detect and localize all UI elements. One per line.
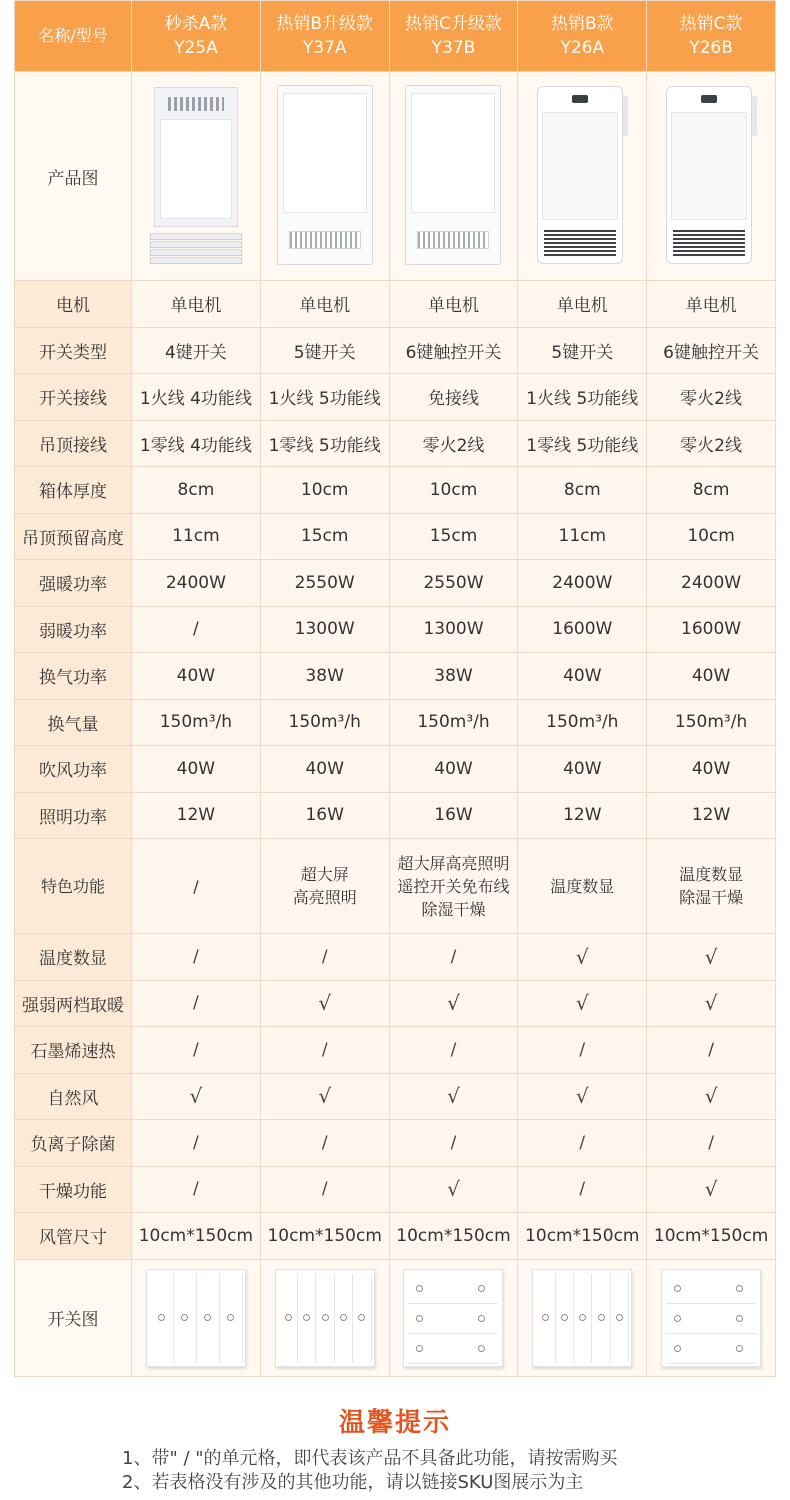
wall-switch-image [661, 1269, 761, 1367]
check-mark: √ [389, 1166, 518, 1213]
spec-value: 150m³/h [647, 699, 776, 746]
spec-value: 150m³/h [260, 699, 389, 746]
spec-value: 10cm*150cm [389, 1213, 518, 1260]
product-comparison-table [14, 0, 776, 1377]
row-label: 开关类型 [15, 327, 132, 374]
spec-value: 40W [518, 746, 647, 793]
spec-value: 单电机 [389, 281, 518, 328]
spec-value: 1300W [389, 606, 518, 653]
spec-value: 2400W [518, 560, 647, 607]
not-available-mark: / [260, 1027, 389, 1074]
spec-value: 1火线 5功能线 [518, 374, 647, 421]
wall-switch-image [532, 1269, 632, 1367]
spec-value: 40W [132, 746, 261, 793]
spec-row [15, 792, 776, 839]
feature-check-row [15, 1166, 776, 1213]
switch-image-cell [518, 1259, 647, 1376]
product-header [518, 1, 647, 72]
product-name: 热销C升级款 [405, 14, 502, 34]
product-image-cell [132, 72, 261, 281]
check-mark: √ [518, 1073, 647, 1120]
not-available-mark: / [647, 1120, 776, 1167]
corner-label: 名称/型号 [15, 1, 132, 72]
feature-cell [132, 839, 261, 934]
spec-value: / [132, 606, 261, 653]
spec-row [15, 281, 776, 328]
spec-value: 15cm [389, 513, 518, 560]
spec-value: 零火2线 [647, 374, 776, 421]
spec-value: 1零线 5功能线 [260, 420, 389, 467]
spec-value: 10cm [260, 467, 389, 514]
feature-line: 温度数显 [679, 865, 744, 884]
product-image-cell [389, 72, 518, 281]
row-label: 自然风 [15, 1073, 132, 1120]
check-mark: √ [132, 1073, 261, 1120]
check-mark: √ [647, 934, 776, 981]
check-mark: √ [389, 1073, 518, 1120]
spec-value: 6键触控开关 [389, 327, 518, 374]
feature-check-row [15, 1120, 776, 1167]
feature-line: 除湿干燥 [421, 899, 486, 919]
bath-heater-image [666, 86, 756, 266]
spec-value: 零火2线 [389, 420, 518, 467]
spec-value: 单电机 [260, 281, 389, 328]
spec-value: 150m³/h [389, 699, 518, 746]
tips-line: 1、带" / "的单元格，即代表该产品不具备此功能，请按需购买 [122, 1448, 618, 1469]
row-label: 开关图 [15, 1259, 132, 1376]
row-label: 电机 [15, 281, 132, 328]
bath-heater-image [405, 85, 501, 267]
spec-value: 16W [389, 792, 518, 839]
check-mark: √ [518, 980, 647, 1027]
spec-value: 12W [518, 792, 647, 839]
spec-value: 40W [389, 746, 518, 793]
product-header [132, 1, 261, 72]
spec-row [15, 467, 776, 514]
product-model: Y37B [431, 38, 476, 58]
spec-value: 40W [518, 653, 647, 700]
check-mark: √ [647, 980, 776, 1027]
product-image-row [15, 72, 776, 281]
not-available-mark: / [132, 1027, 261, 1074]
feature-check-row [15, 934, 776, 981]
spec-value: 1600W [647, 606, 776, 653]
spec-value: 150m³/h [132, 699, 261, 746]
spec-value: 免接线 [389, 374, 518, 421]
switch-image-cell [260, 1259, 389, 1376]
row-label: 强暖功率 [15, 560, 132, 607]
spec-row [15, 746, 776, 793]
feature-line: / [193, 876, 199, 896]
spec-value: 零火2线 [647, 420, 776, 467]
spec-value: 6键触控开关 [647, 327, 776, 374]
tips-title: 温馨提示 [338, 1408, 451, 1438]
product-name: 热销B升级款 [276, 14, 374, 34]
not-available-mark: / [260, 1120, 389, 1167]
check-mark: √ [389, 980, 518, 1027]
product-header [647, 1, 776, 72]
row-label: 吊顶预留高度 [15, 513, 132, 560]
switch-image-cell [132, 1259, 261, 1376]
spec-row [15, 653, 776, 700]
spec-value: 1零线 5功能线 [518, 420, 647, 467]
not-available-mark: / [389, 934, 518, 981]
spec-value: 40W [132, 653, 261, 700]
spec-value: 10cm*150cm [260, 1213, 389, 1260]
bath-heater-image [537, 86, 627, 266]
product-header [389, 1, 518, 72]
product-model: Y37A [302, 38, 347, 58]
wall-switch-image [275, 1269, 375, 1367]
row-label: 换气量 [15, 699, 132, 746]
spec-value: 5键开关 [518, 327, 647, 374]
product-model: Y26A [560, 38, 605, 58]
spec-value: 10cm*150cm [132, 1213, 261, 1260]
product-image-cell [518, 72, 647, 281]
feature-line: 除湿干燥 [679, 888, 744, 907]
not-available-mark: / [518, 1027, 647, 1074]
spec-value: 150m³/h [518, 699, 647, 746]
row-label: 风管尺寸 [15, 1213, 132, 1260]
row-label: 干燥功能 [15, 1166, 132, 1213]
not-available-mark: / [132, 1120, 261, 1167]
not-available-mark: / [389, 1027, 518, 1074]
spec-value: 11cm [518, 513, 647, 560]
check-mark: √ [647, 1073, 776, 1120]
product-model: Y25A [174, 38, 218, 58]
spec-value: 8cm [132, 467, 261, 514]
feature-check-row [15, 1073, 776, 1120]
wall-switch-image [146, 1269, 246, 1367]
product-name: 热销B款 [550, 14, 614, 34]
check-mark: √ [647, 1166, 776, 1213]
check-mark: √ [260, 1073, 389, 1120]
feature-check-row [15, 980, 776, 1027]
feature-line: 温度数显 [550, 876, 615, 896]
spec-value: 38W [260, 653, 389, 700]
row-label: 吹风功率 [15, 746, 132, 793]
spec-row [15, 699, 776, 746]
spec-value: 8cm [518, 467, 647, 514]
spec-value: 10cm*150cm [518, 1213, 647, 1260]
row-label: 弱暖功率 [15, 606, 132, 653]
feature-cell [647, 839, 776, 934]
not-available-mark: / [647, 1027, 776, 1074]
spec-value: 40W [647, 653, 776, 700]
bath-heater-image [150, 87, 242, 265]
product-name: 秒杀A款 [164, 14, 228, 34]
row-label: 产品图 [15, 72, 132, 281]
not-available-mark: / [132, 934, 261, 981]
feature-line: 超大屏高亮照明 [397, 853, 510, 873]
not-available-mark: / [132, 1166, 261, 1213]
feature-cell [518, 839, 647, 934]
not-available-mark: / [260, 1166, 389, 1213]
switch-image-row [15, 1259, 776, 1376]
spec-value: 40W [260, 746, 389, 793]
feature-line: 高亮照明 [292, 888, 357, 907]
spec-value: 4键开关 [132, 327, 261, 374]
row-label: 石墨烯速热 [15, 1027, 132, 1074]
spec-row [15, 560, 776, 607]
not-available-mark: / [518, 1120, 647, 1167]
feature-cell [389, 839, 518, 934]
spec-value: 单电机 [132, 281, 261, 328]
spec-value: 2550W [389, 560, 518, 607]
tips-line: 2、若表格没有涉及的其他功能，请以链接SKU图展示为主 [122, 1472, 584, 1493]
duct-size-row [15, 1213, 776, 1260]
spec-value: 2400W [647, 560, 776, 607]
not-available-mark: / [389, 1120, 518, 1167]
spec-value: 15cm [260, 513, 389, 560]
spec-value: 10cm [389, 467, 518, 514]
spec-row [15, 374, 776, 421]
bath-heater-image [277, 85, 373, 267]
switch-image-cell [389, 1259, 518, 1376]
comparison-table-wrapper [14, 0, 775, 1377]
spec-value: 38W [389, 653, 518, 700]
switch-image-cell [647, 1259, 776, 1376]
row-label: 温度数显 [15, 934, 132, 981]
spec-value: 10cm*150cm [647, 1213, 776, 1260]
spec-row [15, 606, 776, 653]
spec-value: 单电机 [518, 281, 647, 328]
header-row [15, 1, 776, 72]
not-available-mark: / [260, 934, 389, 981]
product-image-cell [260, 72, 389, 281]
product-model: Y26B [689, 38, 733, 58]
spec-value: 1火线 4功能线 [132, 374, 261, 421]
feature-row [15, 839, 776, 934]
spec-value: 2400W [132, 560, 261, 607]
spec-row [15, 420, 776, 467]
feature-cell [260, 839, 389, 934]
spec-row [15, 513, 776, 560]
not-available-mark: / [132, 980, 261, 1027]
row-label: 特色功能 [15, 839, 132, 934]
spec-value: 12W [647, 792, 776, 839]
feature-line: 遥控开关免布线 [397, 876, 510, 896]
spec-value: 2550W [260, 560, 389, 607]
spec-value: 1600W [518, 606, 647, 653]
spec-value: 1300W [260, 606, 389, 653]
spec-value: 12W [132, 792, 261, 839]
row-label: 负离子除菌 [15, 1120, 132, 1167]
product-name: 热销C款 [679, 14, 743, 34]
spec-value: 5键开关 [260, 327, 389, 374]
feature-check-row [15, 1027, 776, 1074]
check-mark: √ [260, 980, 389, 1027]
wall-switch-image [403, 1269, 503, 1367]
not-available-mark: / [518, 1166, 647, 1213]
row-label: 强弱两档取暖 [15, 980, 132, 1027]
spec-row [15, 327, 776, 374]
row-label: 箱体厚度 [15, 467, 132, 514]
check-mark: √ [518, 934, 647, 981]
feature-line: 超大屏 [300, 865, 349, 884]
product-header [260, 1, 389, 72]
spec-value: 10cm [647, 513, 776, 560]
spec-value: 1零线 4功能线 [132, 420, 261, 467]
row-label: 换气功率 [15, 653, 132, 700]
product-image-cell [647, 72, 776, 281]
row-label: 吊顶接线 [15, 420, 132, 467]
spec-value: 16W [260, 792, 389, 839]
spec-value: 单电机 [647, 281, 776, 328]
row-label: 照明功率 [15, 792, 132, 839]
spec-value: 11cm [132, 513, 261, 560]
spec-value: 1火线 5功能线 [260, 374, 389, 421]
spec-value: 8cm [647, 467, 776, 514]
spec-value: 40W [647, 746, 776, 793]
row-label: 开关接线 [15, 374, 132, 421]
